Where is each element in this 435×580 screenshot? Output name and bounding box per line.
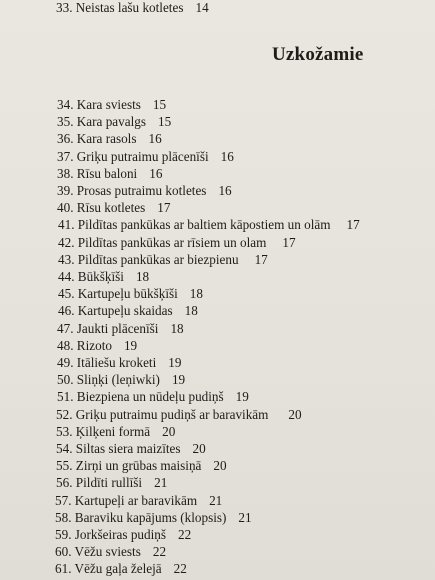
toc-entry-page: 18 xyxy=(170,320,184,336)
toc-entry xyxy=(58,303,198,319)
toc-entry xyxy=(57,97,166,113)
toc-entry-page: 21 xyxy=(154,475,168,491)
toc-entry-label: 47. Jaukti plācenīši xyxy=(57,320,159,336)
toc-entry-page: 17 xyxy=(254,251,268,267)
toc-entry xyxy=(57,355,181,371)
toc-entry-label: 37. Griķu putraimu plācenīši xyxy=(57,148,209,164)
toc-entry-page: 20 xyxy=(288,406,302,422)
toc-entry-page: 14 xyxy=(195,0,209,15)
toc-entry-label: 49. Itāliešu kroketi xyxy=(57,355,157,370)
toc-entry xyxy=(58,286,203,302)
toc-entry xyxy=(57,338,137,354)
section-title: Uzkožamie xyxy=(272,44,364,65)
toc-entry-page: 19 xyxy=(123,337,138,353)
toc-entry-label: 48. Rizoto xyxy=(57,337,112,353)
toc-entry-label: 56. Pildīti rullīši xyxy=(56,475,143,491)
toc-entry xyxy=(56,475,167,491)
toc-entry-page: 15 xyxy=(152,97,167,112)
toc-entry-page: 22 xyxy=(178,527,192,542)
toc-entry-page: 17 xyxy=(346,217,360,233)
toc-entry-label: 40. Rīsu kotletes xyxy=(57,200,146,216)
toc-entry-label: 59. Jorkšeiras pudiņš xyxy=(55,527,166,542)
toc-entry-label: 45. Kartupeļu būkšķīši xyxy=(58,286,178,302)
toc-entry-label: 51. Biezpiena un nūdeļu pudiņš xyxy=(57,389,224,405)
toc-entry xyxy=(56,407,302,423)
toc-entry-page: 21 xyxy=(238,509,252,525)
toc-entry xyxy=(55,527,191,543)
toc-entry-label: 43. Pildītas pankūkas ar biezpienu xyxy=(58,251,239,267)
toc-entry-label: 55. Zirņi un grūbas maisiņā xyxy=(56,458,202,474)
toc-entry xyxy=(57,183,232,199)
toc-entry-page: 19 xyxy=(168,355,182,370)
toc-entry-label: 60. Vēžu sviests xyxy=(55,544,141,560)
toc-entry-label: 54. Siltas siera maizītes xyxy=(56,441,181,456)
toc-entry-label: 42. Pildītas pankūkas ar rīsiem un olam xyxy=(58,234,267,250)
toc-entry-page: 19 xyxy=(235,389,249,405)
toc-entry-page: 21 xyxy=(209,492,223,508)
toc-entry xyxy=(58,269,149,285)
toc-entry xyxy=(57,200,170,216)
toc-entry-label: 50. Sliņķi (leņiwki) xyxy=(57,372,160,388)
toc-entry-page: 17 xyxy=(157,200,171,216)
toc-entry-page: 16 xyxy=(220,148,234,164)
toc-entry-page: 16 xyxy=(218,183,232,198)
toc-entry xyxy=(55,544,166,560)
toc-entry-page: 16 xyxy=(148,131,162,147)
toc-entry xyxy=(57,131,162,147)
toc-entry xyxy=(57,166,162,182)
toc-entry xyxy=(58,217,360,233)
toc-entry-page: 22 xyxy=(173,561,187,577)
toc-entry-label: 61. Vēžu gaļa želejā xyxy=(55,561,162,577)
toc-entry xyxy=(58,235,296,251)
toc-entry xyxy=(55,510,252,526)
toc-entry-label: 57. Kartupeļi ar baravikām xyxy=(55,492,198,508)
toc-entry xyxy=(57,321,184,337)
toc-entry xyxy=(57,114,171,130)
toc-entry-label: 58. Baraviku kapājums (klopsis) xyxy=(55,509,227,525)
toc-entry-page: 19 xyxy=(171,372,186,388)
toc-entry-label: 38. Rīsu baloni xyxy=(57,165,138,181)
toc-entry-page: 22 xyxy=(152,544,167,560)
toc-entry-page: 15 xyxy=(157,114,172,130)
toc-entry-label: 34. Kara sviests xyxy=(57,97,141,112)
toc-entry-page: 18 xyxy=(189,286,203,302)
toc-entry-page: 20 xyxy=(213,458,227,474)
toc-entry-label: 39. Prosas putraimu kotletes xyxy=(57,183,207,198)
toc-entry-label: 46. Kartupeļu skaidas xyxy=(58,303,173,319)
toc-entry-page: 20 xyxy=(192,441,206,456)
toc-entry xyxy=(57,149,234,165)
toc-entry-top xyxy=(56,0,209,16)
toc-entry-label: 53. Ķilķeni formā xyxy=(56,423,151,439)
toc-entry xyxy=(56,424,175,440)
toc-entry-page: 18 xyxy=(184,303,198,319)
toc-entry-label: 33. Neistas lašu kotletes xyxy=(56,0,184,15)
toc-entry-label: 36. Kara rasols xyxy=(57,131,137,147)
toc-entry-page: 16 xyxy=(149,165,163,181)
toc-entry-label: 52. Griķu putraimu pudiņš ar baravikām xyxy=(56,406,269,422)
toc-entry-page: 18 xyxy=(135,269,150,284)
toc-entry xyxy=(55,493,222,509)
toc-entry xyxy=(58,252,268,268)
toc-entry-label: 35. Kara pavalgs xyxy=(57,114,146,130)
toc-entry xyxy=(57,389,249,405)
toc-entry xyxy=(55,561,187,577)
toc-entry-label: 44. Būkšķīši xyxy=(58,269,124,284)
toc-entry xyxy=(57,372,185,388)
toc-entry xyxy=(56,441,206,457)
toc-entry-label: 41. Pildītas pankūkas ar baltiem kāpostiem un olām xyxy=(58,217,331,233)
toc-entry-page: 20 xyxy=(162,423,176,439)
toc-entry xyxy=(56,458,227,474)
toc-entry-page: 17 xyxy=(282,234,296,250)
